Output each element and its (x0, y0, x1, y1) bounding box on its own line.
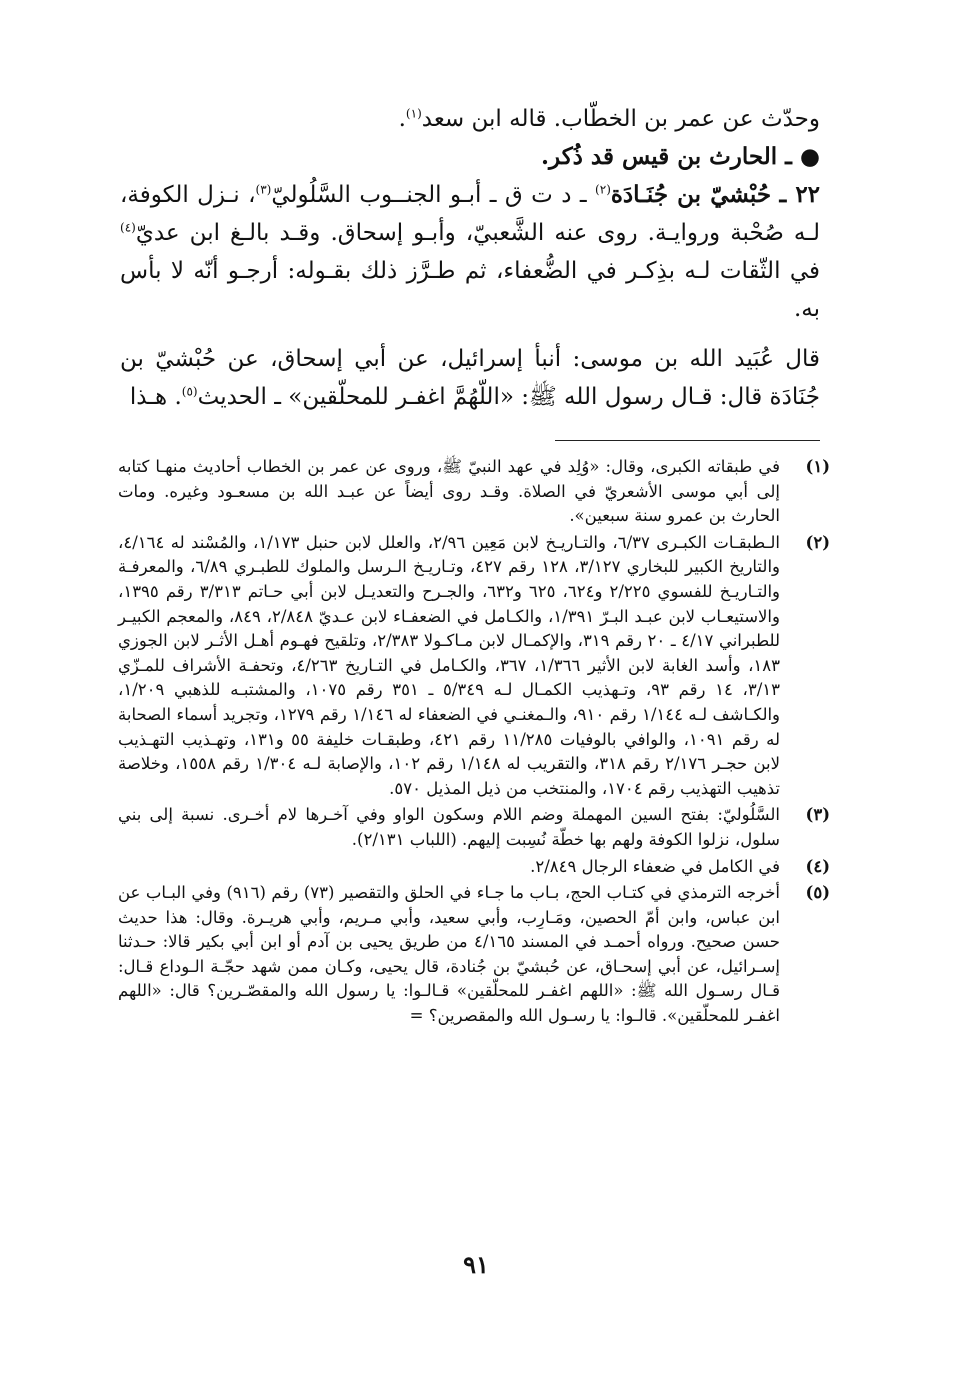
footnote-number: (٢) (805, 532, 830, 552)
hadith-tail: . هـذا (129, 384, 182, 410)
footnote-number: (٥) (805, 883, 830, 903)
footnote-text: في الكامل في ضعفاء الرجال ٢/٨٤٩. (530, 856, 780, 876)
continuation-text: وحدّث عن عمر بن الخطّاب. قاله ابن سعد (421, 106, 820, 132)
hadith-paragraph (120, 340, 820, 416)
footnote-ref-4: (٤) (120, 220, 136, 235)
footnote-ref-2: (٢) (595, 182, 611, 197)
footnote-5 (118, 881, 830, 1029)
footnote-text: في طبقاته الكبرى، وقال: «وُلِد في عهد النبيّ ﷺ، وروى عن عمر بن الخطاب أحاديث منهـا كتابه إلى أبي موسى الأشعريّ في الصلاة. وقـد روى أيضاً عن عبـد الله بن مسعـود وغيره. ومات الحارث بن عمرو سنة سبعين». (118, 457, 780, 526)
entry-name: حُبْشيّ بن جُنَـادَة (610, 181, 772, 208)
footnote-4 (118, 855, 830, 880)
footnote-divider (555, 440, 820, 441)
hadith-body: قال عُبَيد الله بن موسى: أنبأ إسرائيل، عن أبي إسحاق، عن حُبْشيّ بن جُنَادَة قال: قـال رسول الله ﷺ: «اللّهُمَّ اغفـر للمحلّقين» ـ الحديث (120, 346, 820, 410)
footnote-ref-3: (٣) (255, 182, 272, 197)
footnote-number: (٣) (805, 805, 830, 825)
entry-body-a: ، نـزل الكوفة، لـه صُحْبة وروايـة. روى عنه الشَّعبيّ، وأبـو إسحاق. وقـد بالـغ ابن عديّ (120, 182, 820, 246)
footnote-1 (118, 455, 830, 529)
page-number: ٩١ (463, 1250, 489, 1279)
entry-body-b: في الثّقات لـه بذِكـر في الضُّعفاء، ثم طـرَّز ذلك بقـوله: أرجـو أنّه لا بأس به. (120, 258, 820, 322)
footnote-3 (118, 803, 830, 852)
cross-reference-line: ● ـ الحارث بن قيس قد ذُكر. (541, 143, 820, 170)
footnote-number: (٤) (805, 856, 830, 876)
footnote-ref-5: (٥) (181, 384, 198, 399)
footnote-2 (118, 531, 830, 802)
footnote-number: (١) (805, 457, 830, 476)
footnote-text: السَّلُوليّ: بفتح السين المهملة وضم اللام وسكون الواو وفي آخـرها لام أخـرى. نسبة إلى بني سلول، نزلوا الكوفة ولهم بها خطّة نُسِبت إليهم. (اللباب ٢/١٣١). (118, 805, 780, 849)
footnote-text: الـطبقـات الكبـرى ٦/٣٧، والتـاريـخ لابن مَعِين ٢/٩٦، والعلل لابن حنبل ١/١٧٣، والمُسْند له ٤/١٦٤، والتاريخ الكبير للبخاري ٣/١٢٧، ١٢٨ رقم ٤٢٧، وتـاريـخ الـرسل والملوك للطبـري ٦/٨٩، والمعرفـة والتـاريـخ للفسوي ٢/٢٢٥ و٦٢٤، ٦٢٥ و٦٣٢، والجـرح والتعديـل لابن أبي حـاتم ٣/٣١٣ رقم ١٣٩٥، والاستيعـاب لابن عبـد البـرّ ١/٣٩١، والكـامل في الضعفـاء لابن عـديّ ٢/٨٤٨، ٨٤٩، والمعجم الكبيـر للطبراني ٤/١٧ ـ ٢٠ رقم ٣١٩، والإكمـال لابن مـاكـولا ٢/٣٨٣، وتلقيح فهـوم أهـل الأثـر لابن الجوزي ١٨٣، وأسد الغابة لابن الأثير ١/٣٦٦، ٣٦٧، والكـامل في التـاريخ ٤/٢٦٣، وتحفـة الأشراف للمـزّي ٣/١٣، ١٤ رقم ٩٣، وتـهذيب الكمـال لـه ٥/٣٤٩ ـ ٣٥١ رقم ١٠٧٥، والمشتبـه للذهبي ١/٢٠٩، والكـاشف لـه ١/١٤٤ رقم ٩١٠، والـمغنـي في الضعفاء له ١/١٤٦ رقم ١٢٧٩، وتجريد أسماء الصحابة له رقم ١٠٩١، والوافي بالوفيات ١١/٢٨٥ رقم ٤٢١، وطبقـات خليفة ٥٥ و١٣١، وتهـذيب التهـذيب لابن حجـر ٢/١٧٦ رقم ٣١٨، والتقريب له ١/١٤٨ رقم ١٠٢، والإصابة لـه ١/٣٠٤ رقم ١٥٥٨، وخلاصة تذهيب التهذيب رقم ١٧٠٤، والمنتخب من ذيل المذيل ٥٧٠. (118, 532, 781, 798)
entry-22-paragraph (120, 176, 820, 328)
main-line-continuation: وحدّث عن عمر بن الخطّاب. قاله ابن سعد$^{(١)}$. (398, 106, 820, 132)
main-text (120, 100, 820, 416)
entry-number: ٢٢ ـ (779, 181, 821, 208)
footnote-text: أخرجه الترمذي في كتـاب الحج، بـاب ما جـاء في الحلق والتقصير (٧٣) رقم (٩١٦) وفي البـاب عن ابن عباس، وابن أمّ الحصين، ومَـارِب، وأبي سعيد، وأبي مـريم، وأبي هريـرة. وقال: هذا حديث حسن صحيح. ورواه أحمـد في المسند ٤/١٦٥ من طريق يحيى بن آدم أو ابن أبي بكير قالا: حـدثنا إسـرائيل، عن أبي إسحـاق، عن حُبشيّ بن جُنادة، قال يحيى، وكـان ممن شهد حجّـة الـوداع قـال: قـال رسـول الله ﷺ: «اللهم اغفـر للمحلّقين» قـالـوا: يا رسول الله والمقصّـرين؟ قال: «اللهم اغفـر للمحلّقين». قالـوا: يا رسـول الله والمقصرين؟ = (118, 883, 780, 1026)
footnote-ref-1: (١) (405, 106, 422, 121)
footnotes-section (118, 455, 830, 1031)
entry-codes: ـ د ت ق ـ أبـو الجنــوب السَّلُوليّ (271, 182, 587, 208)
